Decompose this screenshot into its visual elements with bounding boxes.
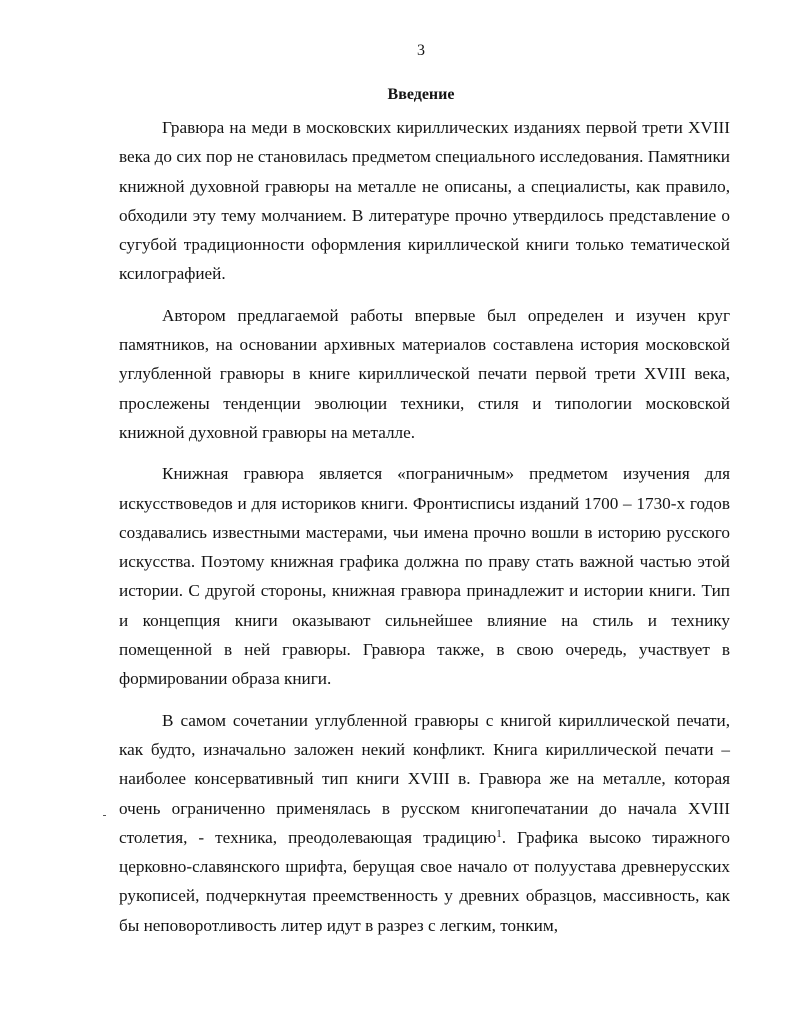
margin-mark xyxy=(103,815,106,816)
body-text xyxy=(119,113,730,952)
paragraph-1: Гравюра на меди в московских кириллических изданиях первой трети XVIII века до сих пор не становилась предметом специального исследования. Памятники книжной духовной гравюры на металле не описаны, а специалисты, как правило, обходили эту тему молчанием. В литературе прочно утвердилось представление о сугубой традиционности оформления кириллической книги только тематической ксилографией. xyxy=(119,118,730,284)
page-number: 3 xyxy=(417,42,425,59)
paragraph-2: Автором предлагаемой работы впервые был определен и изучен круг памятников, на основании архивных материалов составлена история московской углубленной гравюры в книге кириллической печати первой трети XVIII века, прослежены тенденции эволюции техники, стиля и типологии московской книжной духовной гравюры на металле. xyxy=(119,305,730,442)
paragraph-4-part-1: В самом сочетании углубленной гравюры с книгой кириллической печати, как будто, изначально заложен некий конфликт. Книга кириллической печати – наиболее консервативный тип книги XVIII в. Гравюра же на металле, которая очень ограниченно применялась в русском книгопечатании до начала XVIII столетия, - техника, преодолевающая традицию xyxy=(119,710,730,847)
footnote-reference: 1 xyxy=(496,827,502,840)
section-heading: Введение xyxy=(387,86,455,103)
paragraph-4 xyxy=(119,706,730,940)
paragraph-4-part-2: . Графика высоко тиражного церковно-славянского шрифта, берущая свое начало от полуустава древнерусских рукописей, подчеркнутая преемственность у древних образцов, массивность, как бы неповоротливость литер идут в разрез с легким, тонким, xyxy=(119,827,731,935)
paragraph-3: Книжная гравюра является «пограничным» предметом изучения для искусствоведов и для историков книги. Фронтисписы изданий 1700 – 1730-х годов создавались известными мастерами, чьи имена прочно вошли в историю русского искусства. Поэтому книжная графика должна по праву стать важной частью этой истории. С другой стороны, книжная гравюра принадлежит и истории книги. Тип и концепция книги оказывают сильнейшее влияние на стиль и технику помещенной в ней гравюры. Гравюра также, в свою очередь, участвует в формировании образа книги. xyxy=(119,464,730,689)
